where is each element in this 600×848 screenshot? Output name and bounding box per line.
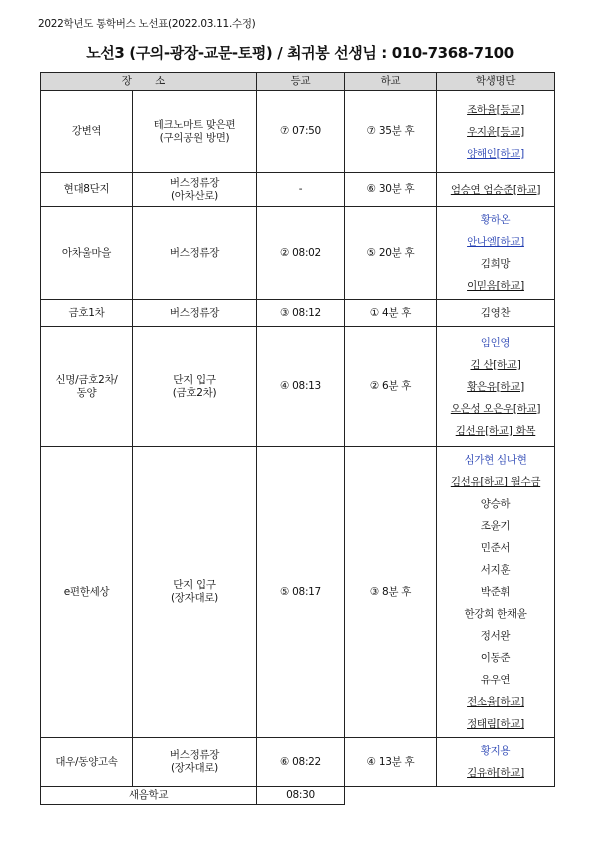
student-name-text: 김희망 bbox=[480, 258, 511, 270]
student-name-text: 유우연 bbox=[480, 674, 511, 686]
stop-cell bbox=[133, 738, 257, 787]
area-cell: 강변역 bbox=[41, 91, 133, 173]
student-name-text: 양해인[하교] bbox=[467, 147, 524, 160]
student-name-text: 한강희 한채윤 bbox=[464, 608, 527, 620]
board-time-cell: ③ 08:12 bbox=[257, 300, 345, 327]
stop-line1: 버스정류장 bbox=[169, 749, 220, 761]
student-name bbox=[437, 99, 554, 121]
student-name bbox=[437, 581, 554, 603]
stop-line1: 버스정류장 bbox=[169, 306, 220, 319]
stop-line2: (장자대로) bbox=[171, 592, 218, 604]
stop-line1: 테크노마트 맞은편 bbox=[153, 118, 236, 131]
student-name bbox=[437, 493, 554, 515]
column-header-leave: 하교 bbox=[345, 73, 437, 91]
area-cell: e편한세상 bbox=[41, 447, 133, 738]
student-name-text: 황은유[하교] bbox=[467, 380, 524, 393]
student-name-text: 오은성 오은우[하교] bbox=[450, 402, 541, 415]
board-time-cell: ⑤ 08:17 bbox=[257, 447, 345, 738]
student-name-text: 김선유[하교] 화목 bbox=[455, 424, 536, 437]
school-arrival-row bbox=[41, 787, 555, 805]
school-name: 새음학교 bbox=[41, 787, 257, 805]
table-row bbox=[41, 738, 555, 787]
student-name bbox=[437, 143, 554, 165]
student-name bbox=[437, 669, 554, 691]
student-name bbox=[437, 231, 554, 253]
student-name bbox=[437, 253, 554, 275]
area-line1: 신명/금호2차/ bbox=[55, 373, 118, 386]
students-cell bbox=[437, 173, 555, 207]
stop-line1: 단지 입구 bbox=[173, 579, 216, 591]
student-name bbox=[437, 354, 554, 376]
area-cell: 아차울마을 bbox=[41, 207, 133, 300]
students-cell bbox=[437, 447, 555, 738]
board-time-cell: ④ 08:13 bbox=[257, 327, 345, 447]
student-name bbox=[437, 713, 554, 735]
student-name-text: 서지훈 bbox=[480, 564, 511, 576]
student-name-text: 정서완 bbox=[480, 630, 511, 642]
column-header-board: 등교 bbox=[257, 73, 345, 91]
board-time-cell: ⑦ 07:50 bbox=[257, 91, 345, 173]
document-header: 2022학년도 통학버스 노선표(2022.03.11.수정) bbox=[38, 18, 256, 30]
leave-time-cell: ② 6분 후 bbox=[345, 327, 437, 447]
school-arrival-time: 08:30 bbox=[257, 787, 345, 805]
table-row bbox=[41, 327, 555, 447]
student-name-text: 박준휘 bbox=[480, 586, 511, 598]
student-name bbox=[437, 762, 554, 784]
table-row bbox=[41, 207, 555, 300]
stop-line2: (장자대로) bbox=[171, 762, 218, 774]
leave-time-cell: ⑥ 30분 후 bbox=[345, 173, 437, 207]
student-name-text: 전소율[하교] bbox=[467, 696, 524, 708]
student-name bbox=[437, 121, 554, 143]
student-name bbox=[437, 691, 554, 713]
student-name-text: 김영찬 bbox=[480, 307, 511, 319]
student-name bbox=[437, 515, 554, 537]
student-name-text: 조하율[등교] bbox=[467, 103, 524, 116]
column-header-students: 학생명단 bbox=[437, 73, 555, 91]
stop-line2: (구의공원 방면) bbox=[159, 131, 230, 144]
route-table bbox=[40, 72, 555, 805]
student-name bbox=[437, 625, 554, 647]
board-time-cell: ② 08:02 bbox=[257, 207, 345, 300]
empty-cell bbox=[437, 787, 555, 805]
students-cell bbox=[437, 300, 555, 327]
student-name bbox=[437, 376, 554, 398]
stop-cell bbox=[133, 327, 257, 447]
students-cell bbox=[437, 738, 555, 787]
stop-line1: 버스정류장 bbox=[169, 246, 220, 259]
empty-cell bbox=[345, 787, 437, 805]
student-name bbox=[437, 398, 554, 420]
student-name bbox=[437, 275, 554, 297]
area-cell: 현대8단지 bbox=[41, 173, 133, 207]
stop-cell bbox=[133, 207, 257, 300]
stop-line1: 버스정류장 bbox=[169, 176, 220, 189]
leave-time-cell: ③ 8분 후 bbox=[345, 447, 437, 738]
student-name bbox=[437, 449, 554, 471]
leave-time-cell: ④ 13분 후 bbox=[345, 738, 437, 787]
student-name-text: 김유하[하교] bbox=[467, 767, 524, 779]
stop-line2: (금호2차) bbox=[172, 386, 217, 399]
student-name-text: 엄승연 엄승준[하교] bbox=[450, 183, 541, 196]
student-name-text: 이믿음[하교] bbox=[467, 280, 524, 292]
student-name-text: 안나엘[하교] bbox=[467, 236, 524, 248]
student-name-text: 김선유[하교] 월수금 bbox=[450, 476, 541, 488]
students-cell bbox=[437, 327, 555, 447]
students-cell bbox=[437, 207, 555, 300]
student-name bbox=[437, 179, 554, 201]
table-row bbox=[41, 447, 555, 738]
stop-line2: (아차산로) bbox=[171, 189, 218, 202]
board-time-cell: ⑥ 08:22 bbox=[257, 738, 345, 787]
student-name bbox=[437, 559, 554, 581]
column-header-place: 장 소 bbox=[41, 73, 257, 91]
table-row bbox=[41, 91, 555, 173]
stop-cell bbox=[133, 300, 257, 327]
student-name bbox=[437, 603, 554, 625]
student-name-text: 우지윤[등교] bbox=[467, 125, 524, 138]
route-title: 노선3 (구의-광장-교문-토평) / 최귀봉 선생님 : 010-7368-7100 bbox=[86, 44, 514, 62]
area-line2: 동양 bbox=[76, 386, 97, 399]
student-name bbox=[437, 537, 554, 559]
student-name bbox=[437, 471, 554, 493]
stop-line1: 단지 입구 bbox=[173, 373, 216, 386]
student-name bbox=[437, 740, 554, 762]
leave-time-cell: ⑦ 35분 후 bbox=[345, 91, 437, 173]
students-cell bbox=[437, 91, 555, 173]
student-name bbox=[437, 332, 554, 354]
area-cell: 대우/동양고속 bbox=[41, 738, 133, 787]
table-row bbox=[41, 173, 555, 207]
student-name-text: 황지용 bbox=[480, 745, 511, 757]
student-name-text: 조윤기 bbox=[480, 520, 511, 532]
stop-cell bbox=[133, 91, 257, 173]
student-name bbox=[437, 302, 554, 324]
student-name-text: 김 산[하교] bbox=[470, 358, 521, 371]
student-name bbox=[437, 420, 554, 442]
stop-cell bbox=[133, 173, 257, 207]
stop-cell bbox=[133, 447, 257, 738]
board-time-cell: - bbox=[257, 173, 345, 207]
student-name-text: 양승하 bbox=[480, 498, 511, 510]
student-name-text: 심가현 심나현 bbox=[464, 454, 527, 466]
area-cell bbox=[41, 327, 133, 447]
student-name-text: 황하온 bbox=[480, 214, 511, 226]
leave-time-cell: ① 4분 후 bbox=[345, 300, 437, 327]
table-header-row bbox=[41, 73, 555, 91]
table-row bbox=[41, 300, 555, 327]
student-name-text: 임인영 bbox=[480, 336, 511, 349]
student-name-text: 정태림[하교] bbox=[467, 718, 524, 730]
leave-time-cell: ⑤ 20분 후 bbox=[345, 207, 437, 300]
student-name bbox=[437, 209, 554, 231]
student-name-text: 이동준 bbox=[480, 652, 511, 664]
route-table-body bbox=[41, 91, 555, 805]
student-name-text: 민준서 bbox=[480, 542, 511, 554]
student-name bbox=[437, 647, 554, 669]
area-cell: 금호1차 bbox=[41, 300, 133, 327]
